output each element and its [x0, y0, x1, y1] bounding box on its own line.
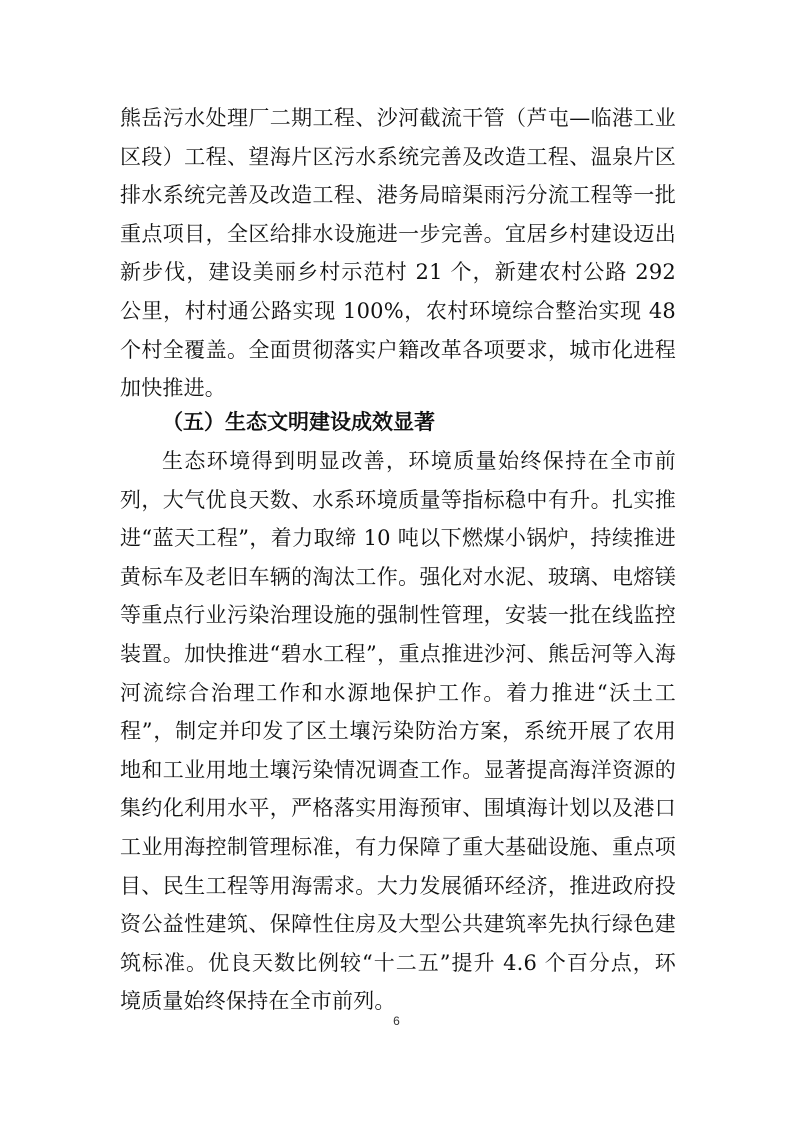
- page-number: 6: [393, 1014, 400, 1028]
- body-paragraph-ecology: 生态环境得到明显改善，环境质量始终保持在全市前列，大气优良天数、水系环境质量等指标稳中有升。扎实推进“蓝天工程”，着力取缔 10 吨以下燃煤小锅炉，持续推进黄标车及老旧车辆的淘汰工作。强化对水泥、玻璃、电熔镁等重点行业污染治理设施的强制性管理，安装一批在线监控装置。加快推进“碧水工程”，重点推进沙河、熊岳河等入海河流综合治理工作和水源地保护工作。着力推进“沃土工程”，制定并印发了区土壤污染防治方案，系统开展了农用地和工业用地土壤污染情况调查工作。显著提高海洋资源的集约化利用水平，严格落实用海预审、围填海计划以及港口工业用海控制管理标准，有力保障了重大基础设施、重点项目、民生工程等用海需求。大力发展循环经济，推进政府投资公益性建筑、保障性住房及大型公共建筑率先执行绿色建筑标准。优良天数比例较“十二五”提升 4.6 个百分点，环境质量始终保持在全市前列。: [120, 449, 676, 1014]
- body-paragraph-infrastructure: 熊岳污水处理厂二期工程、沙河截流干管（芦屯—临港工业区段）工程、望海片区污水系统完善及改造工程、温泉片区排水系统完善及改造工程、港务局暗渠雨污分流工程等一批重点项目，全区给排水设施进一步完善。宜居乡村建设迈出新步伐，建设美丽乡村示范村 21 个，新建农村公路 292 公里，村村通公路实现 100%，农村环境综合整治实现 48 个村全覆盖。全面贯彻落实户籍改革各项要求，城市化进程加快推进。: [120, 106, 676, 401]
- section-heading-ecology: （五）生态文明建设成效显著: [162, 410, 435, 434]
